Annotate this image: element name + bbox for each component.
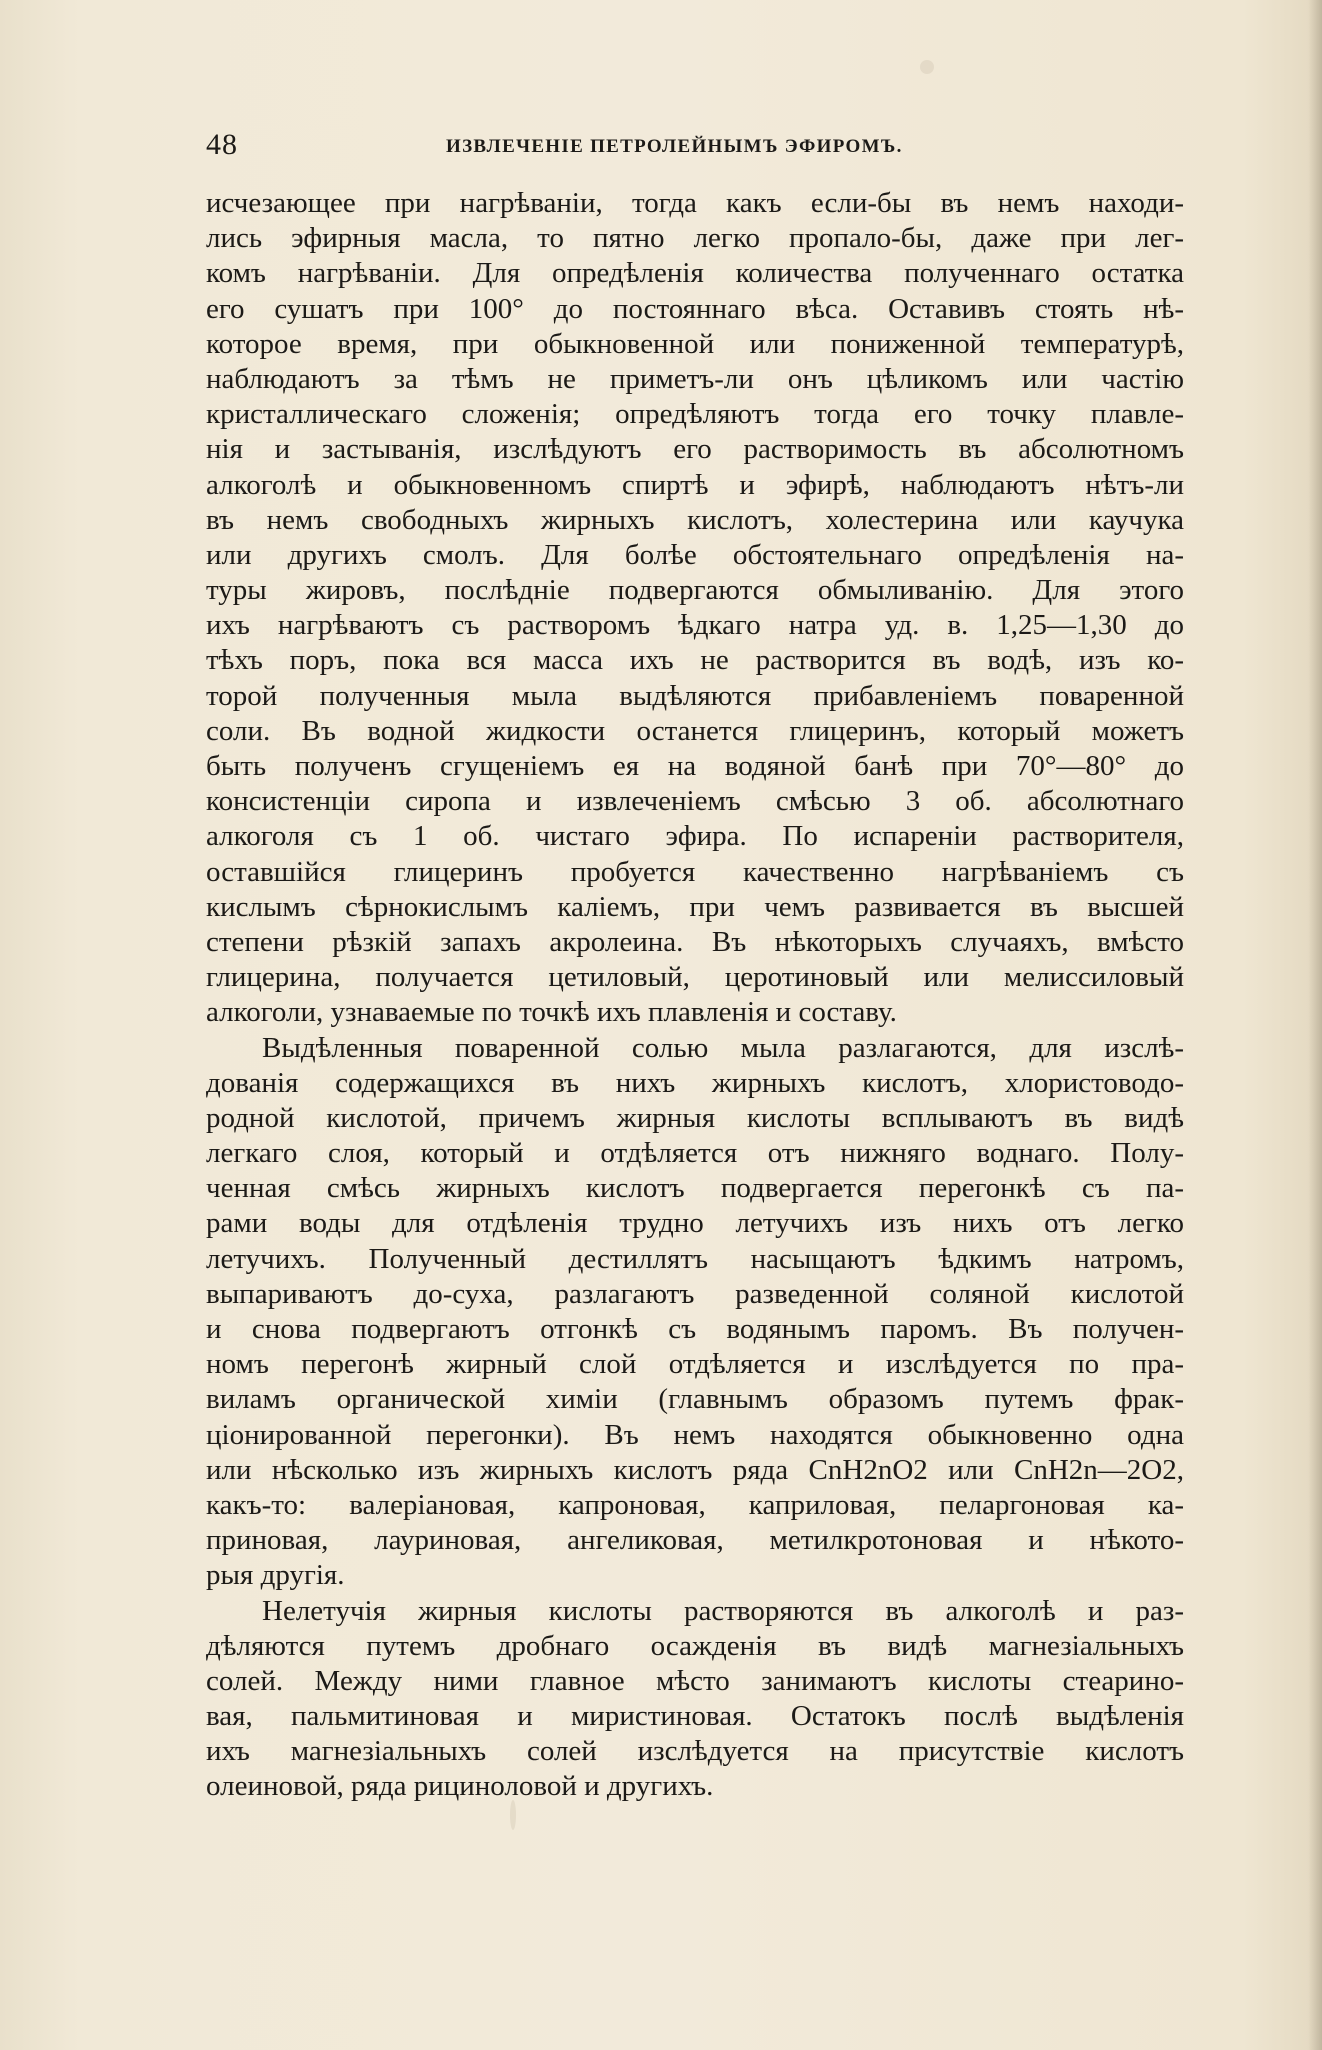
text-line: наблюдаютъ за тѣмъ не приметъ-ли онъ цѣликомъ или частію	[206, 362, 1184, 395]
text-line: или другихъ смолъ. Для болѣе обстоятельнаго опредѣленія на-	[206, 538, 1184, 571]
paper-stain	[920, 60, 934, 74]
text-line: приновая, лауриновая, ангеликовая, метилкротоновая и нѣкото-	[206, 1524, 1184, 1557]
text-line: ихъ магнезіальныхъ солей изслѣдуется на присутствіе кислотъ	[206, 1735, 1184, 1768]
text-line: вая, пальмитиновая и миристиновая. Остатокъ послѣ выдѣленія	[206, 1700, 1184, 1733]
text-line: туры жировъ, послѣдніе подвергаются обмыливанію. Для этого	[206, 574, 1184, 607]
text-line: нія и застыванія, изслѣдуютъ его растворимость въ абсолютномъ	[206, 433, 1184, 466]
text-line: алкоголѣ и обыкновенномъ спиртѣ и эфирѣ, наблюдаютъ нѣтъ-ли	[206, 468, 1184, 501]
text-line: комъ нагрѣваніи. Для опредѣленія количества полученнаго остатка	[206, 257, 1184, 290]
text-line: исчезающее при нагрѣваніи, тогда какъ если-бы въ немъ находи-	[206, 187, 1184, 219]
text-line: рами воды для отдѣленія трудно летучихъ изъ нихъ отъ легко	[206, 1207, 1184, 1240]
text-line: кислымъ сѣрнокислымъ каліемъ, при чемъ развивается въ высшей	[206, 890, 1184, 923]
text-line: торой полученныя мыла выдѣляются прибавленіемъ поваренной	[206, 679, 1184, 712]
text-line: рыя другія.	[206, 1559, 345, 1592]
body-text	[206, 186, 1184, 1805]
text-line: Выдѣленныя поваренной солью мыла разлагаются, для изслѣ-	[262, 1031, 1184, 1064]
text-line: ціонированной перегонки). Въ немъ находятся обыкновенно одна	[206, 1418, 1184, 1451]
text-line: степени рѣзкій запахъ акролеина. Въ нѣкоторыхъ случаяхъ, вмѣсто	[206, 925, 1184, 958]
text-line: алкоголи, узнаваемые по точкѣ ихъ плавленія и составу.	[206, 996, 897, 1029]
text-line: выпариваютъ до-суха, разлагаютъ разведенной соляной кислотой	[206, 1277, 1184, 1310]
text-line: летучихъ. Полученный дестиллятъ насыщаютъ ѣдкимъ натромъ,	[206, 1242, 1184, 1275]
text-line: легкаго слоя, который и отдѣляется отъ нижняго воднаго. Полу-	[206, 1137, 1184, 1170]
text-line: его сушатъ при 100° до постояннаго вѣса. Оставивъ стоять нѣ-	[206, 292, 1184, 325]
page-header	[206, 128, 1196, 168]
text-line: дованія содержащихся въ нихъ жирныхъ кислотъ, хлористоводо-	[206, 1066, 1184, 1099]
text-line: солей. Между ними главное мѣсто занимаютъ кислоты стеарино-	[206, 1664, 1184, 1697]
text-line: или нѣсколько изъ жирныхъ кислотъ ряда CnH2nO2 или CnH2n—2O2,	[206, 1453, 1184, 1486]
text-line: консистенціи сиропа и извлеченіемъ смѣсью 3 об. абсолютнаго	[206, 785, 1184, 818]
text-line: кристаллическаго сложенія; опредѣляютъ тогда его точку плавле-	[206, 398, 1184, 431]
page-number: 48	[206, 128, 238, 161]
text-line: олеиновой, ряда рициноловой и другихъ.	[206, 1770, 714, 1803]
text-line: родной кислотой, причемъ жирныя кислоты всплываютъ въ видѣ	[206, 1101, 1184, 1134]
text-line: оставшійся глицеринъ пробуется качественно нагрѣваніемъ съ	[206, 855, 1184, 888]
paragraph	[206, 1031, 1184, 1594]
text-line: ихъ нагрѣваютъ съ растворомъ ѣдкаго натра уд. в. 1,25—1,30 до	[206, 609, 1184, 642]
text-line: Нелетучія жирныя кислоты растворяются въ алкоголѣ и раз-	[262, 1594, 1184, 1627]
text-line: виламъ органической химіи (главнымъ образомъ путемъ фрак-	[206, 1383, 1184, 1416]
text-line: глицерина, получается цетиловый, церотиновый или мелиссиловый	[206, 961, 1184, 994]
text-line: какъ-то: валеріановая, капроновая, каприловая, пеларгоновая ка-	[206, 1488, 1184, 1521]
paragraph	[206, 1594, 1184, 1805]
paragraph	[206, 186, 1184, 1031]
text-line: номъ перегонѣ жирный слой отдѣляется и изслѣдуется по пра-	[206, 1348, 1184, 1381]
text-line: тѣхъ поръ, пока вся масса ихъ не растворится въ водѣ, изъ ко-	[206, 644, 1184, 677]
text-line: въ немъ свободныхъ жирныхъ кислотъ, холестерина или каучука	[206, 503, 1184, 536]
text-line: лись эфирныя масла, то пятно легко пропало-бы, даже при лег-	[206, 222, 1184, 255]
text-line: ченная смѣсь жирныхъ кислотъ подвергается перегонкѣ съ па-	[206, 1172, 1184, 1205]
text-line: которое время, при обыкновенной или пониженной температурѣ,	[206, 327, 1184, 360]
text-line: соли. Въ водной жидкости останется глицеринъ, который можетъ	[206, 714, 1184, 747]
text-line: алкоголя съ 1 об. чистаго эфира. По испареніи растворителя,	[206, 820, 1184, 853]
text-line: быть полученъ сгущеніемъ ея на водяной банѣ при 70°—80° до	[206, 750, 1184, 782]
running-title: ИЗВЛЕЧЕНІЕ ПЕТРОЛЕЙНЫМЪ ЭФИРОМЪ.	[446, 136, 903, 157]
text-line: дѣляются путемъ дробнаго осажденія въ видѣ магнезіальныхъ	[206, 1629, 1184, 1662]
text-line: и снова подвергаютъ отгонкѣ съ водянымъ паромъ. Въ получен-	[206, 1313, 1184, 1345]
page-edge-shadow	[1308, 0, 1322, 2050]
